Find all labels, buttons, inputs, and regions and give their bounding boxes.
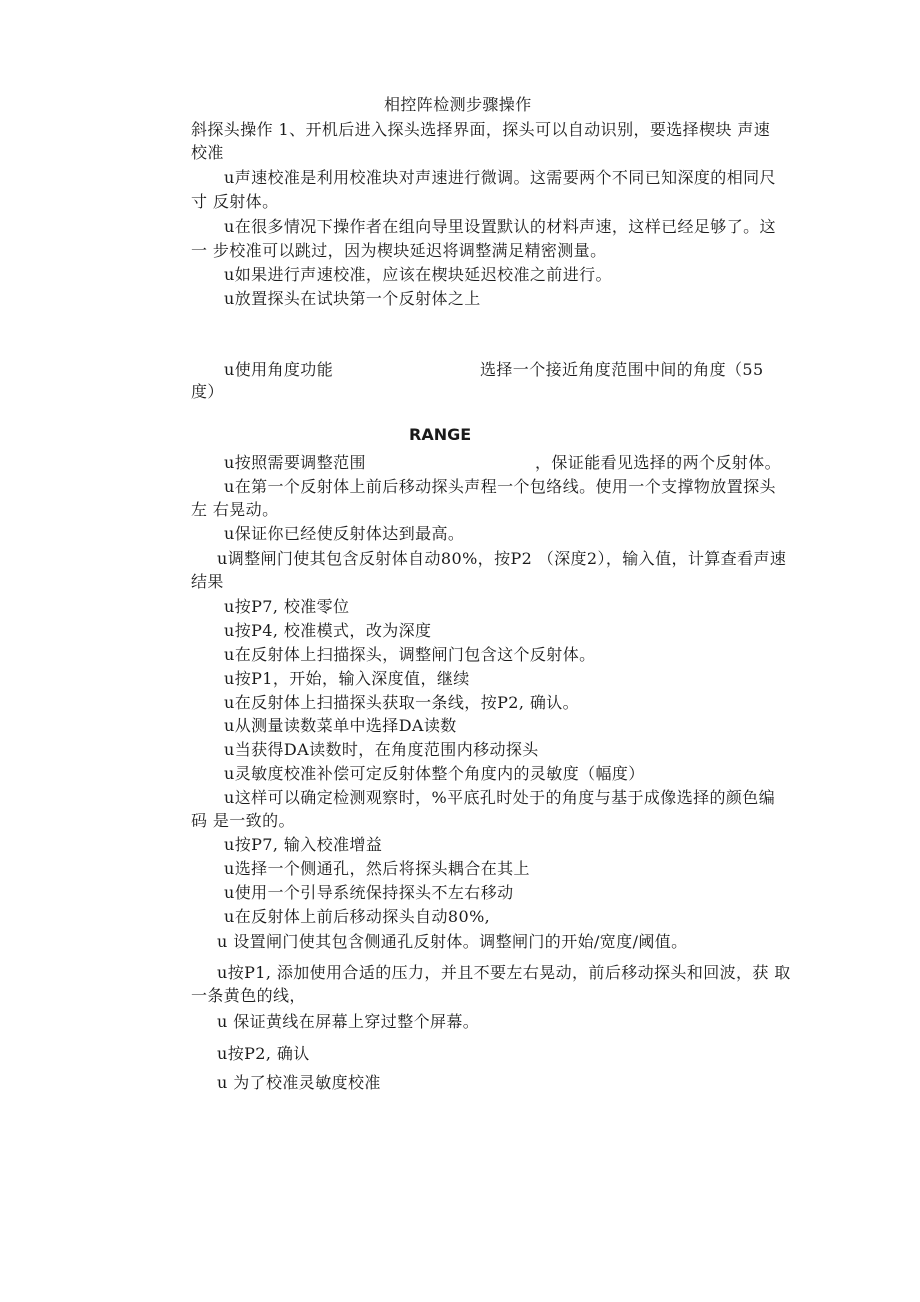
paragraph-line: u从测量读数菜单中选择DA读数: [224, 716, 457, 735]
paragraph-line: u放置探头在试块第一个反射体之上: [224, 289, 481, 308]
paragraph-line: u声速校准是利用校准块对声速进行微调。这需要两个不同已知深度的相同尺: [224, 168, 776, 187]
paragraph-line: u按P7, 校准零位: [224, 597, 350, 616]
paragraph-line: u按P7, 输入校准增益: [224, 835, 383, 854]
paragraph-line: 度）: [191, 382, 224, 401]
paragraph-line: u 保证黄线在屏幕上穿过整个屏幕。: [217, 1012, 480, 1031]
paragraph-line: 斜探头操作 1、开机后进入探头选择界面，探头可以自动识别，要选择楔块 声速: [191, 120, 771, 139]
paragraph-line: u保证你已经使反射体达到最高。: [224, 524, 465, 543]
paragraph-line: u使用角度功能: [224, 360, 334, 379]
paragraph-line: u选择一个侧通孔，然后将探头耦合在其上: [224, 859, 530, 878]
paragraph-line: 一条黄色的线，: [191, 986, 306, 1005]
paragraph-line: 一 步校准可以跳过，因为楔块延迟将调整满足精密测量。: [191, 241, 607, 260]
paragraph-line: 寸 反射体。: [191, 192, 279, 211]
paragraph-line: u如果进行声速校准，应该在楔块延迟校准之前进行。: [224, 265, 612, 284]
paragraph-line: u 为了校准灵敏度校准: [217, 1073, 381, 1092]
paragraph-line: u在反射体上前后移动探头自动80%,: [224, 907, 491, 926]
paragraph-line: u按P1, 添加使用合适的压力，并且不要左右晃动，前后移动探头和回波，获 取: [217, 963, 791, 982]
paragraph-line: 码 是一致的。: [191, 811, 295, 830]
paragraph-line: 结果: [191, 572, 224, 591]
paragraph-line: ，保证能看见选择的两个反射体。: [535, 453, 782, 472]
paragraph-line: u在很多情况下操作者在组向导里设置默认的材料声速，这样已经足够了。这: [224, 217, 776, 236]
paragraph-line: u在反射体上扫描探头获取一条线，按P2, 确认。: [224, 693, 580, 712]
paragraph-line: u调整闸门使其包含反射体自动80%，按P2 （深度2），输入值，计算查看声速: [217, 549, 787, 568]
paragraph-line: u使用一个引导系统保持探头不左右移动: [224, 883, 514, 902]
paragraph-line: u当获得DA读数时，在角度范围内移动探头: [224, 740, 539, 759]
paragraph-line: u按照需要调整范围: [224, 453, 366, 472]
paragraph-line: u按P2, 确认: [217, 1044, 310, 1063]
paragraph-line: 校准: [191, 143, 224, 162]
paragraph-line: u按P4, 校准模式，改为深度: [224, 621, 432, 640]
paragraph-line: u在反射体上扫描探头，调整闸门包含这个反射体。: [224, 645, 596, 664]
document-title: 相控阵检测步骤操作: [384, 95, 532, 114]
paragraph-line: 左 右晃动。: [191, 500, 279, 519]
paragraph-line: u按P1，开始，输入深度值，继续: [224, 669, 470, 688]
paragraph-line: 选择一个接近角度范围中间的角度（55: [480, 360, 764, 379]
paragraph-line: u灵敏度校准补偿可定反射体整个角度内的灵敏度（幅度）: [224, 764, 645, 783]
section-heading-range: RANGE: [409, 425, 472, 444]
paragraph-line: u在第一个反射体上前后移动探头声程一个包络线。使用一个支撑物放置探头: [224, 477, 776, 496]
paragraph-line: u 设置闸门使其包含侧通孔反射体。调整闸门的开始/宽度/阈值。: [217, 932, 688, 951]
paragraph-line: u这样可以确定检测观察时，%平底孔时处于的角度与基于成像选择的颜色编: [224, 788, 776, 807]
